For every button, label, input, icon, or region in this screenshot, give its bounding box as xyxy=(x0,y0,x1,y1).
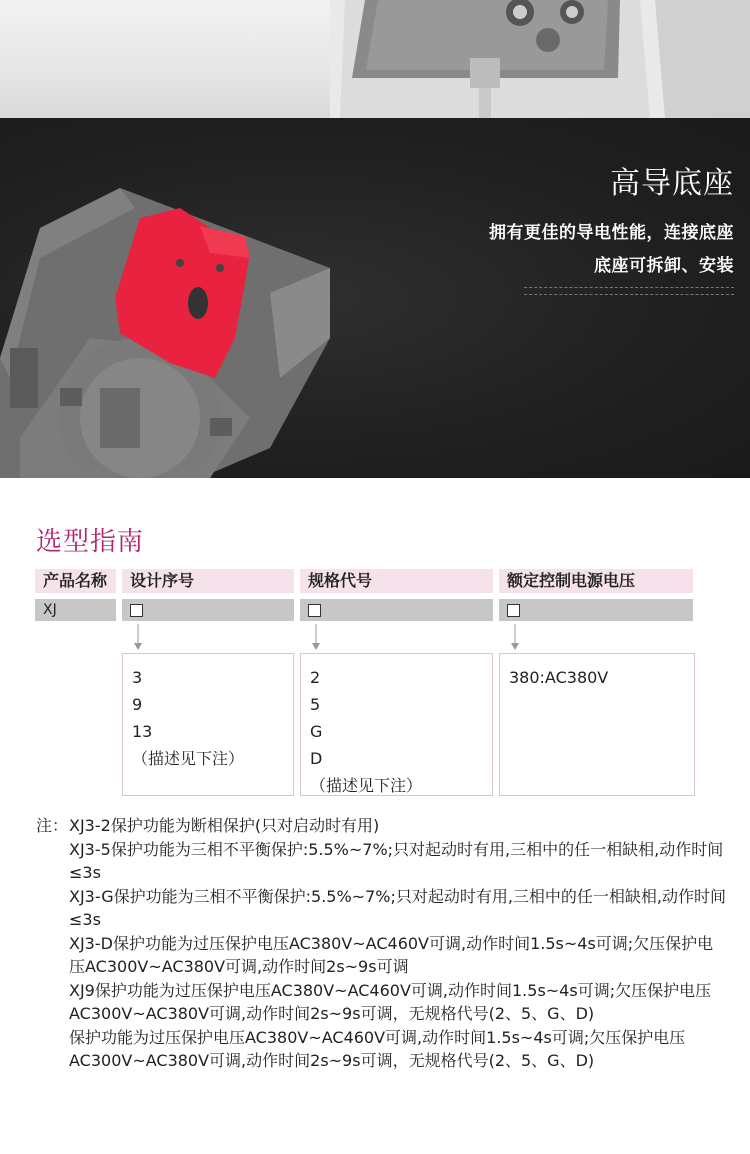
hero-divider xyxy=(524,294,734,295)
voltage-option: 380:AC380V xyxy=(509,668,609,687)
selection-guide-title: 选型指南 xyxy=(36,527,145,557)
spec-option: 2 xyxy=(310,668,321,687)
design-option: 3 xyxy=(132,668,143,687)
design-slot xyxy=(122,599,294,621)
empty-slot-box-icon xyxy=(507,604,520,617)
spec-option: G xyxy=(310,722,323,741)
voltage-slot xyxy=(499,599,693,621)
notes-label: 注： xyxy=(36,816,69,835)
product-value: XJ xyxy=(35,599,116,621)
empty-slot-box-icon xyxy=(308,604,321,617)
arrow-down-icon xyxy=(132,624,144,651)
relay-top-illustration xyxy=(0,0,750,118)
hero-title: 高导底座 xyxy=(610,166,734,201)
note-item: 保护功能为过压保护电压AC380V~AC460V可调,动作时间1.5s~4s可调;欠压保护电压AC300V~AC380V可调,动作时间2s~9s可调，无规格代号(2、5、G、D) xyxy=(69,1027,686,1070)
header-design-number: 设计序号 xyxy=(122,569,294,593)
note-item: XJ3-2保护功能为断相保护(只对启动时有用) xyxy=(69,816,380,835)
voltage-options-box xyxy=(499,653,695,796)
note-item: XJ9保护功能为过压保护电压AC380V~AC460V可调,动作时间1.5s~4s可调;欠压保护电压AC300V~AC380V可调,动作时间2s~9s可调，无规格代号(2、5、G、D) xyxy=(69,980,712,1023)
spec-option: D xyxy=(310,749,323,768)
header-spec-code: 规格代号 xyxy=(300,569,493,593)
spec-option: （描述见下注） xyxy=(310,776,423,795)
spec-option: 5 xyxy=(310,695,321,714)
arrow-down-icon xyxy=(509,624,521,651)
relay-top-photo xyxy=(0,0,750,118)
note-first-line xyxy=(36,814,726,838)
spec-slot xyxy=(300,599,493,621)
design-option: 9 xyxy=(132,695,143,714)
hero-panel xyxy=(0,118,750,478)
hero-subtitle-line2: 底座可拆卸、安装 xyxy=(594,256,734,276)
note-item: XJ3-G保护功能为三相不平衡保护:5.5%~7%;只对起动时有用,三相中的任一相缺相,动作时间≤3s xyxy=(69,886,727,929)
header-rated-voltage: 额定控制电源电压 xyxy=(499,569,693,593)
design-option: （描述见下注） xyxy=(132,749,245,768)
design-options-box xyxy=(122,653,294,796)
arrow-down-icon xyxy=(310,624,322,651)
socket-base-illustration xyxy=(0,118,420,478)
notes-section xyxy=(36,814,726,1073)
header-product-name: 产品名称 xyxy=(35,569,116,593)
note-item: XJ3-D保护功能为过压保护电压AC380V~AC460V可调,动作时间1.5s~4s可调;欠压保护电压AC300V~AC380V可调,动作时间2s~9s可调 xyxy=(69,933,714,976)
empty-slot-box-icon xyxy=(130,604,143,617)
hero-subtitle-line1: 拥有更佳的导电性能，连接底座 xyxy=(489,223,734,243)
hero-divider xyxy=(524,287,734,288)
note-item: XJ3-5保护功能为三相不平衡保护:5.5%~7%;只对起动时有用,三相中的任一相缺相,动作时间≤3s xyxy=(69,839,724,882)
design-option: 13 xyxy=(132,722,153,741)
spec-options-box xyxy=(300,653,493,796)
